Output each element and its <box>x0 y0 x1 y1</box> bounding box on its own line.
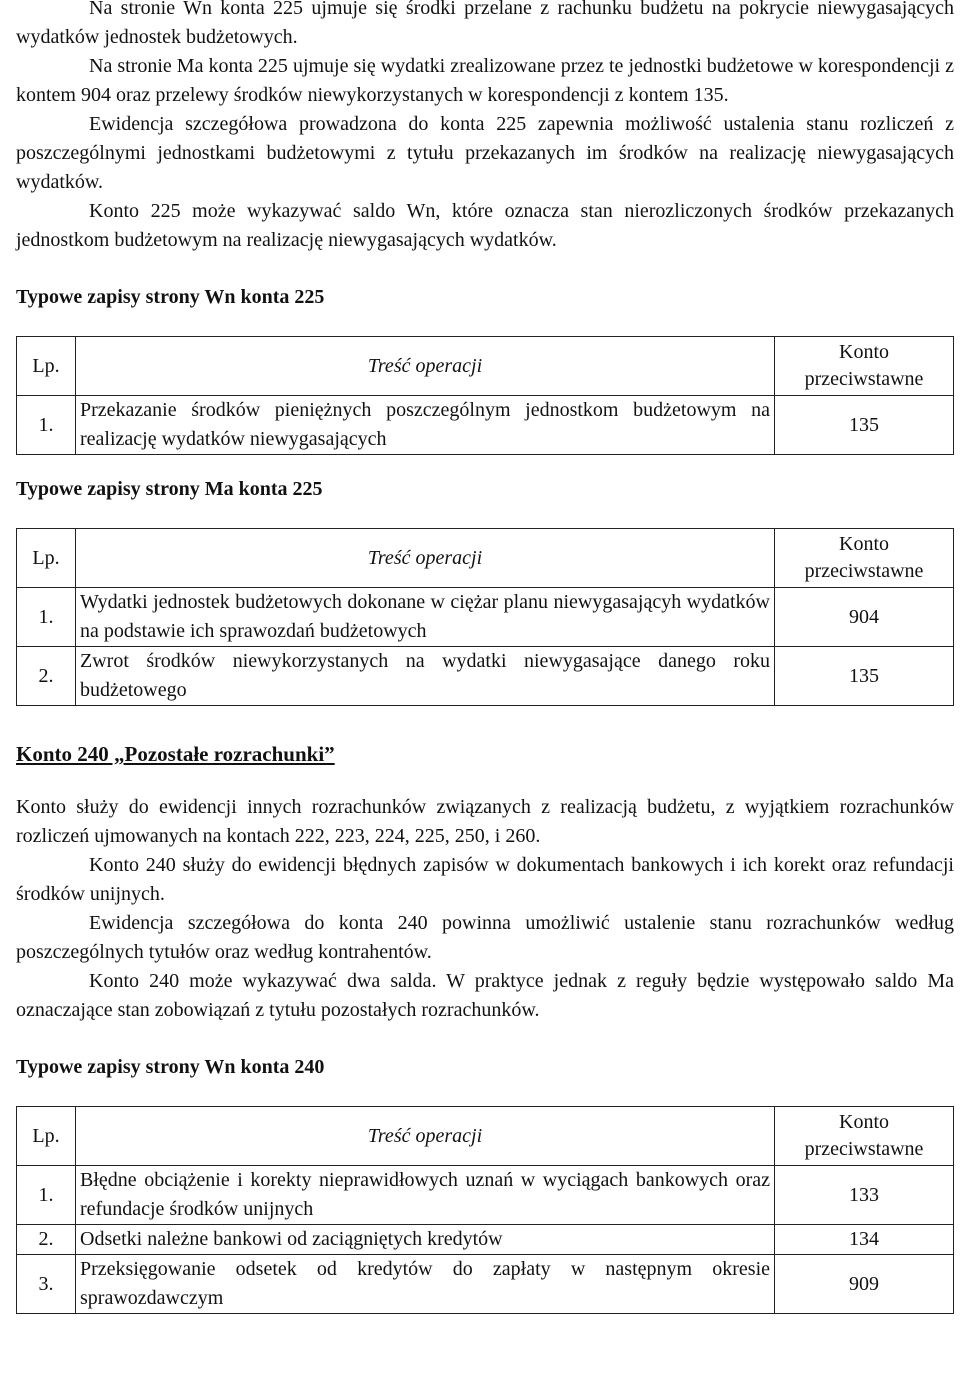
cell-konto: 133 <box>775 1166 954 1225</box>
header-tresc: Treść operacji <box>76 529 775 588</box>
table-ma-225 <box>16 528 954 706</box>
cell-lp: 2. <box>17 647 76 706</box>
header-konto <box>775 529 954 588</box>
table-row <box>17 588 954 647</box>
header-konto-line1: Konto <box>839 1111 889 1133</box>
header-tresc: Treść operacji <box>76 1107 775 1166</box>
header-konto-line2: przeciwstawne <box>804 1138 924 1160</box>
paragraph-konto-240-bledne: Konto 240 służy do ewidencji błędnych zapisów w dokumentach bankowych i ich korekt oraz refundacji środków unijnych. <box>16 854 954 905</box>
cell-konto: 135 <box>775 647 954 706</box>
header-lp: Lp. <box>17 337 76 396</box>
cell-tresc: Wydatki jednostek budżetowych dokonane w ciężar planu niewygasającyh wydatków na podstawie ich sprawozdań budżetowych <box>76 588 775 647</box>
table-row <box>17 647 954 706</box>
header-konto-line2: przeciwstawne <box>804 368 924 390</box>
header-konto <box>775 1107 954 1166</box>
cell-tresc: Zwrot środków niewykorzystanych na wydatki niewygasające danego roku budżetowego <box>76 647 775 706</box>
paragraph-wn-225: Na stronie Wn konta 225 ujmuje się środki przelane z rachunku budżetu na pokrycie niewygasających wydatków jednostek budżetowych. <box>16 0 954 48</box>
header-konto-line2: przeciwstawne <box>804 560 924 582</box>
cell-tresc: Przekazanie środków pieniężnych poszczególnym jednostkom budżetowym na realizację wydatków niewygasających <box>76 396 775 455</box>
table-row <box>17 1225 954 1255</box>
cell-lp: 1. <box>17 588 76 647</box>
paragraph-ewidencja-240: Ewidencja szczegółowa do konta 240 powinna umożliwić ustalenie stanu rozrachunków według poszczególnych tytułów oraz według kontrahentów. <box>16 912 954 963</box>
table2-caption: Typowe zapisy strony Ma konta 225 <box>16 478 323 500</box>
cell-lp: 1. <box>17 396 76 455</box>
paragraph-konto-240-intro: Konto służy do ewidencji innych rozrachunków związanych z realizacją budżetu, z wyjątkiem rozrachunków rozliczeń ujmowanych na kontach 222, 223, 224, 225, 250, i 260. <box>16 796 954 847</box>
cell-konto: 135 <box>775 396 954 455</box>
table1-caption: Typowe zapisy strony Wn konta 225 <box>16 286 325 308</box>
table3-caption: Typowe zapisy strony Wn konta 240 <box>16 1056 325 1078</box>
header-konto-line1: Konto <box>839 341 889 363</box>
cell-lp: 2. <box>17 1225 76 1255</box>
table-header-row <box>17 1107 954 1166</box>
cell-konto: 134 <box>775 1225 954 1255</box>
paragraph-ewidencja-225: Ewidencja szczegółowa prowadzona do konta 225 zapewnia możliwość ustalenia stanu rozliczeń z poszczególnymi jednostkami budżetowymi z tytułu przekazanych im środków na realizację niewygasających wydatków. <box>16 113 954 193</box>
header-lp: Lp. <box>17 529 76 588</box>
table-row <box>17 1255 954 1314</box>
table-header-row <box>17 337 954 396</box>
table-header-row <box>17 529 954 588</box>
cell-tresc: Odsetki należne bankowi od zaciągniętych kredytów <box>76 1225 775 1255</box>
paragraph-saldo-225: Konto 225 może wykazywać saldo Wn, które oznacza stan nierozliczonych środków przekazanych jednostkom budżetowym na realizację niewygasających wydatków. <box>16 200 954 251</box>
table-wn-225 <box>16 336 954 455</box>
cell-lp: 3. <box>17 1255 76 1314</box>
paragraph-saldo-240: Konto 240 może wykazywać dwa salda. W praktyce jednak z reguły będzie występowało saldo Ma oznaczające stan zobowiązań z tytułu pozostałych rozrachunków. <box>16 970 954 1021</box>
cell-konto: 904 <box>775 588 954 647</box>
table-row <box>17 1166 954 1225</box>
header-tresc: Treść operacji <box>76 337 775 396</box>
header-konto <box>775 337 954 396</box>
cell-tresc: Przeksięgowanie odsetek od kredytów do zapłaty w następnym okresie sprawozdawczym <box>76 1255 775 1314</box>
cell-lp: 1. <box>17 1166 76 1225</box>
cell-tresc: Błędne obciążenie i korekty nieprawidłowych uznań w wyciągach bankowych oraz refundacje środków unijnych <box>76 1166 775 1225</box>
section-title-240: Konto 240 „Pozostałe rozrachunki” <box>16 742 335 766</box>
paragraph-ma-225: Na stronie Ma konta 225 ujmuje się wydatki zrealizowane przez te jednostki budżetowe w korespondencji z kontem 904 oraz przelewy środków niewykorzystanych w korespondencji z kontem 135. <box>16 55 954 106</box>
cell-konto: 909 <box>775 1255 954 1314</box>
header-lp: Lp. <box>17 1107 76 1166</box>
header-konto-line1: Konto <box>839 533 889 555</box>
table-wn-240 <box>16 1106 954 1314</box>
table-row <box>17 396 954 455</box>
